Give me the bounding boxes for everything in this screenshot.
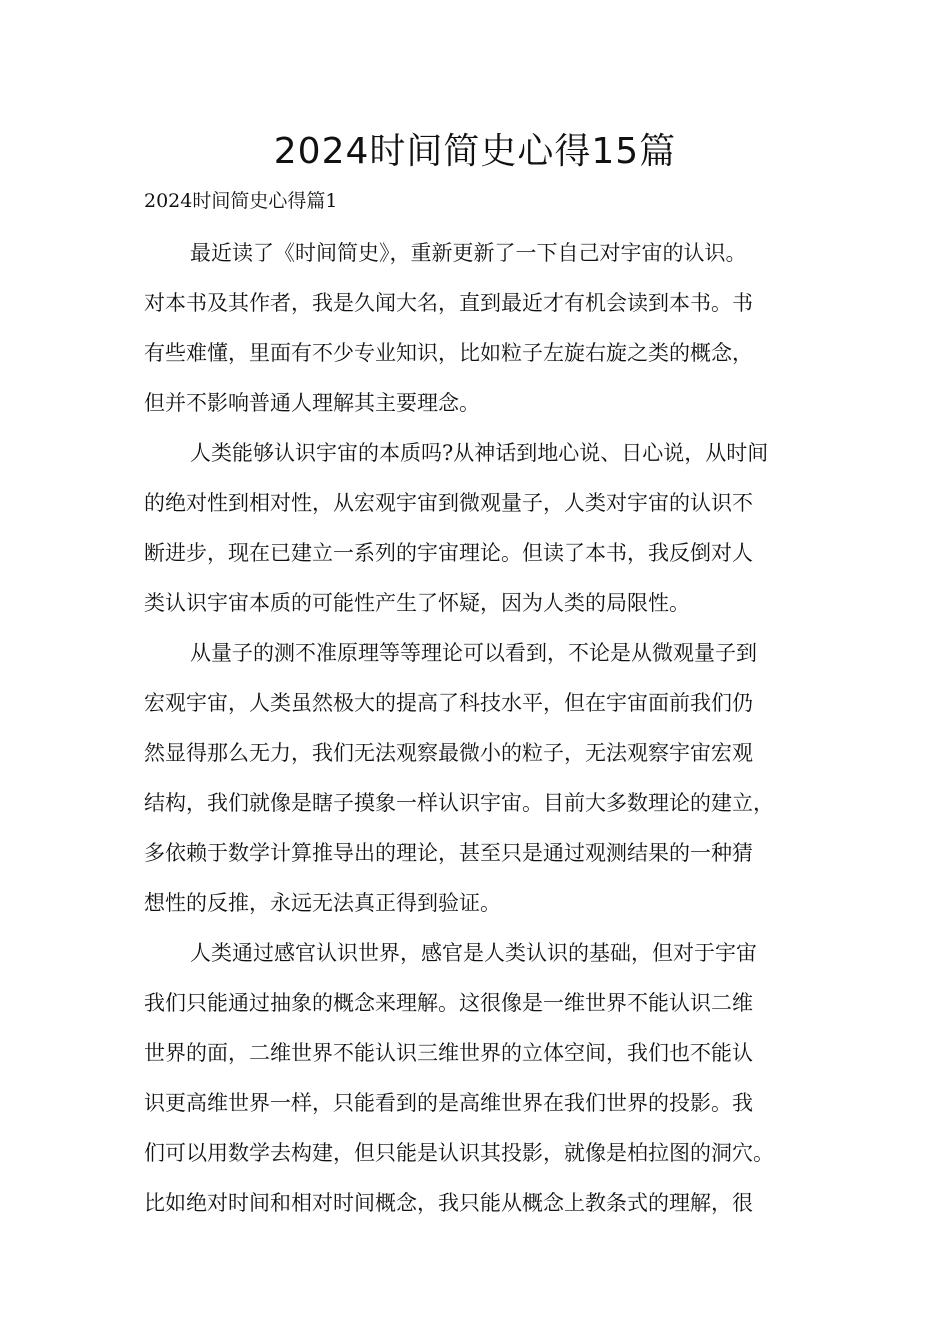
text-line: 对本书及其作者，我是久闻大名，直到最近才有机会读到本书。书 [144, 291, 753, 315]
text-line: 人类通过感官认识世界，感官是人类认识的基础，但对于宇宙 [190, 941, 757, 965]
text-line: 比如绝对时间和相对时间概念，我只能从概念上教条式的理解，很 [144, 1191, 753, 1215]
text-line: 然显得那么无力，我们无法观察最微小的粒子，无法观察宇宙宏观 [144, 741, 753, 765]
text-line: 从量子的测不准原理等等理论可以看到，不论是从微观量子到 [190, 641, 757, 665]
text-line: 多依赖于数学计算推导出的理论，甚至只是通过观测结果的一种猜 [144, 841, 753, 865]
text-line: 世界的面，二维世界不能认识三维世界的立体空间，我们也不能认 [144, 1041, 753, 1065]
text-line: 断进步，现在已建立一系列的宇宙理论。但读了本书，我反倒对人 [144, 541, 753, 565]
text-line: 识更高维世界一样，只能看到的是高维世界在我们世界的投影。我 [144, 1091, 753, 1115]
text-line: 最近读了《时间简史》，重新更新了一下自己对宇宙的认识。 [190, 241, 747, 265]
text-line: 人类能够认识宇宙的本质吗?从神话到地心说、日心说，从时间 [190, 441, 769, 465]
document-title: 2024时间简史心得15篇 [273, 131, 677, 172]
section-heading: 2024时间简史心得篇1 [144, 190, 338, 212]
text-line: 类认识宇宙本质的可能性产生了怀疑，因为人类的局限性。 [144, 591, 690, 615]
text-line: 想性的反推，永远无法真正得到验证。 [144, 891, 501, 915]
text-line: 们可以用数学去构建，但只能是认识其投影，就像是柏拉图的洞穴。 [144, 1141, 774, 1165]
text-line: 有些难懂，里面有不少专业知识，比如粒子左旋右旋之类的概念， [144, 341, 753, 365]
body-text [144, 228, 806, 1228]
text-line: 结构，我们就像是瞎子摸象一样认识宇宙。目前大多数理论的建立， [144, 791, 774, 815]
text-line: 的绝对性到相对性，从宏观宇宙到微观量子，人类对宇宙的认识不 [144, 491, 753, 515]
text-line: 我们只能通过抽象的概念来理解。这很像是一维世界不能认识二维 [144, 991, 753, 1015]
text-line: 但并不影响普通人理解其主要理念。 [144, 391, 480, 415]
text-line: 宏观宇宙，人类虽然极大的提高了科技水平，但在宇宙面前我们仍 [144, 691, 753, 715]
